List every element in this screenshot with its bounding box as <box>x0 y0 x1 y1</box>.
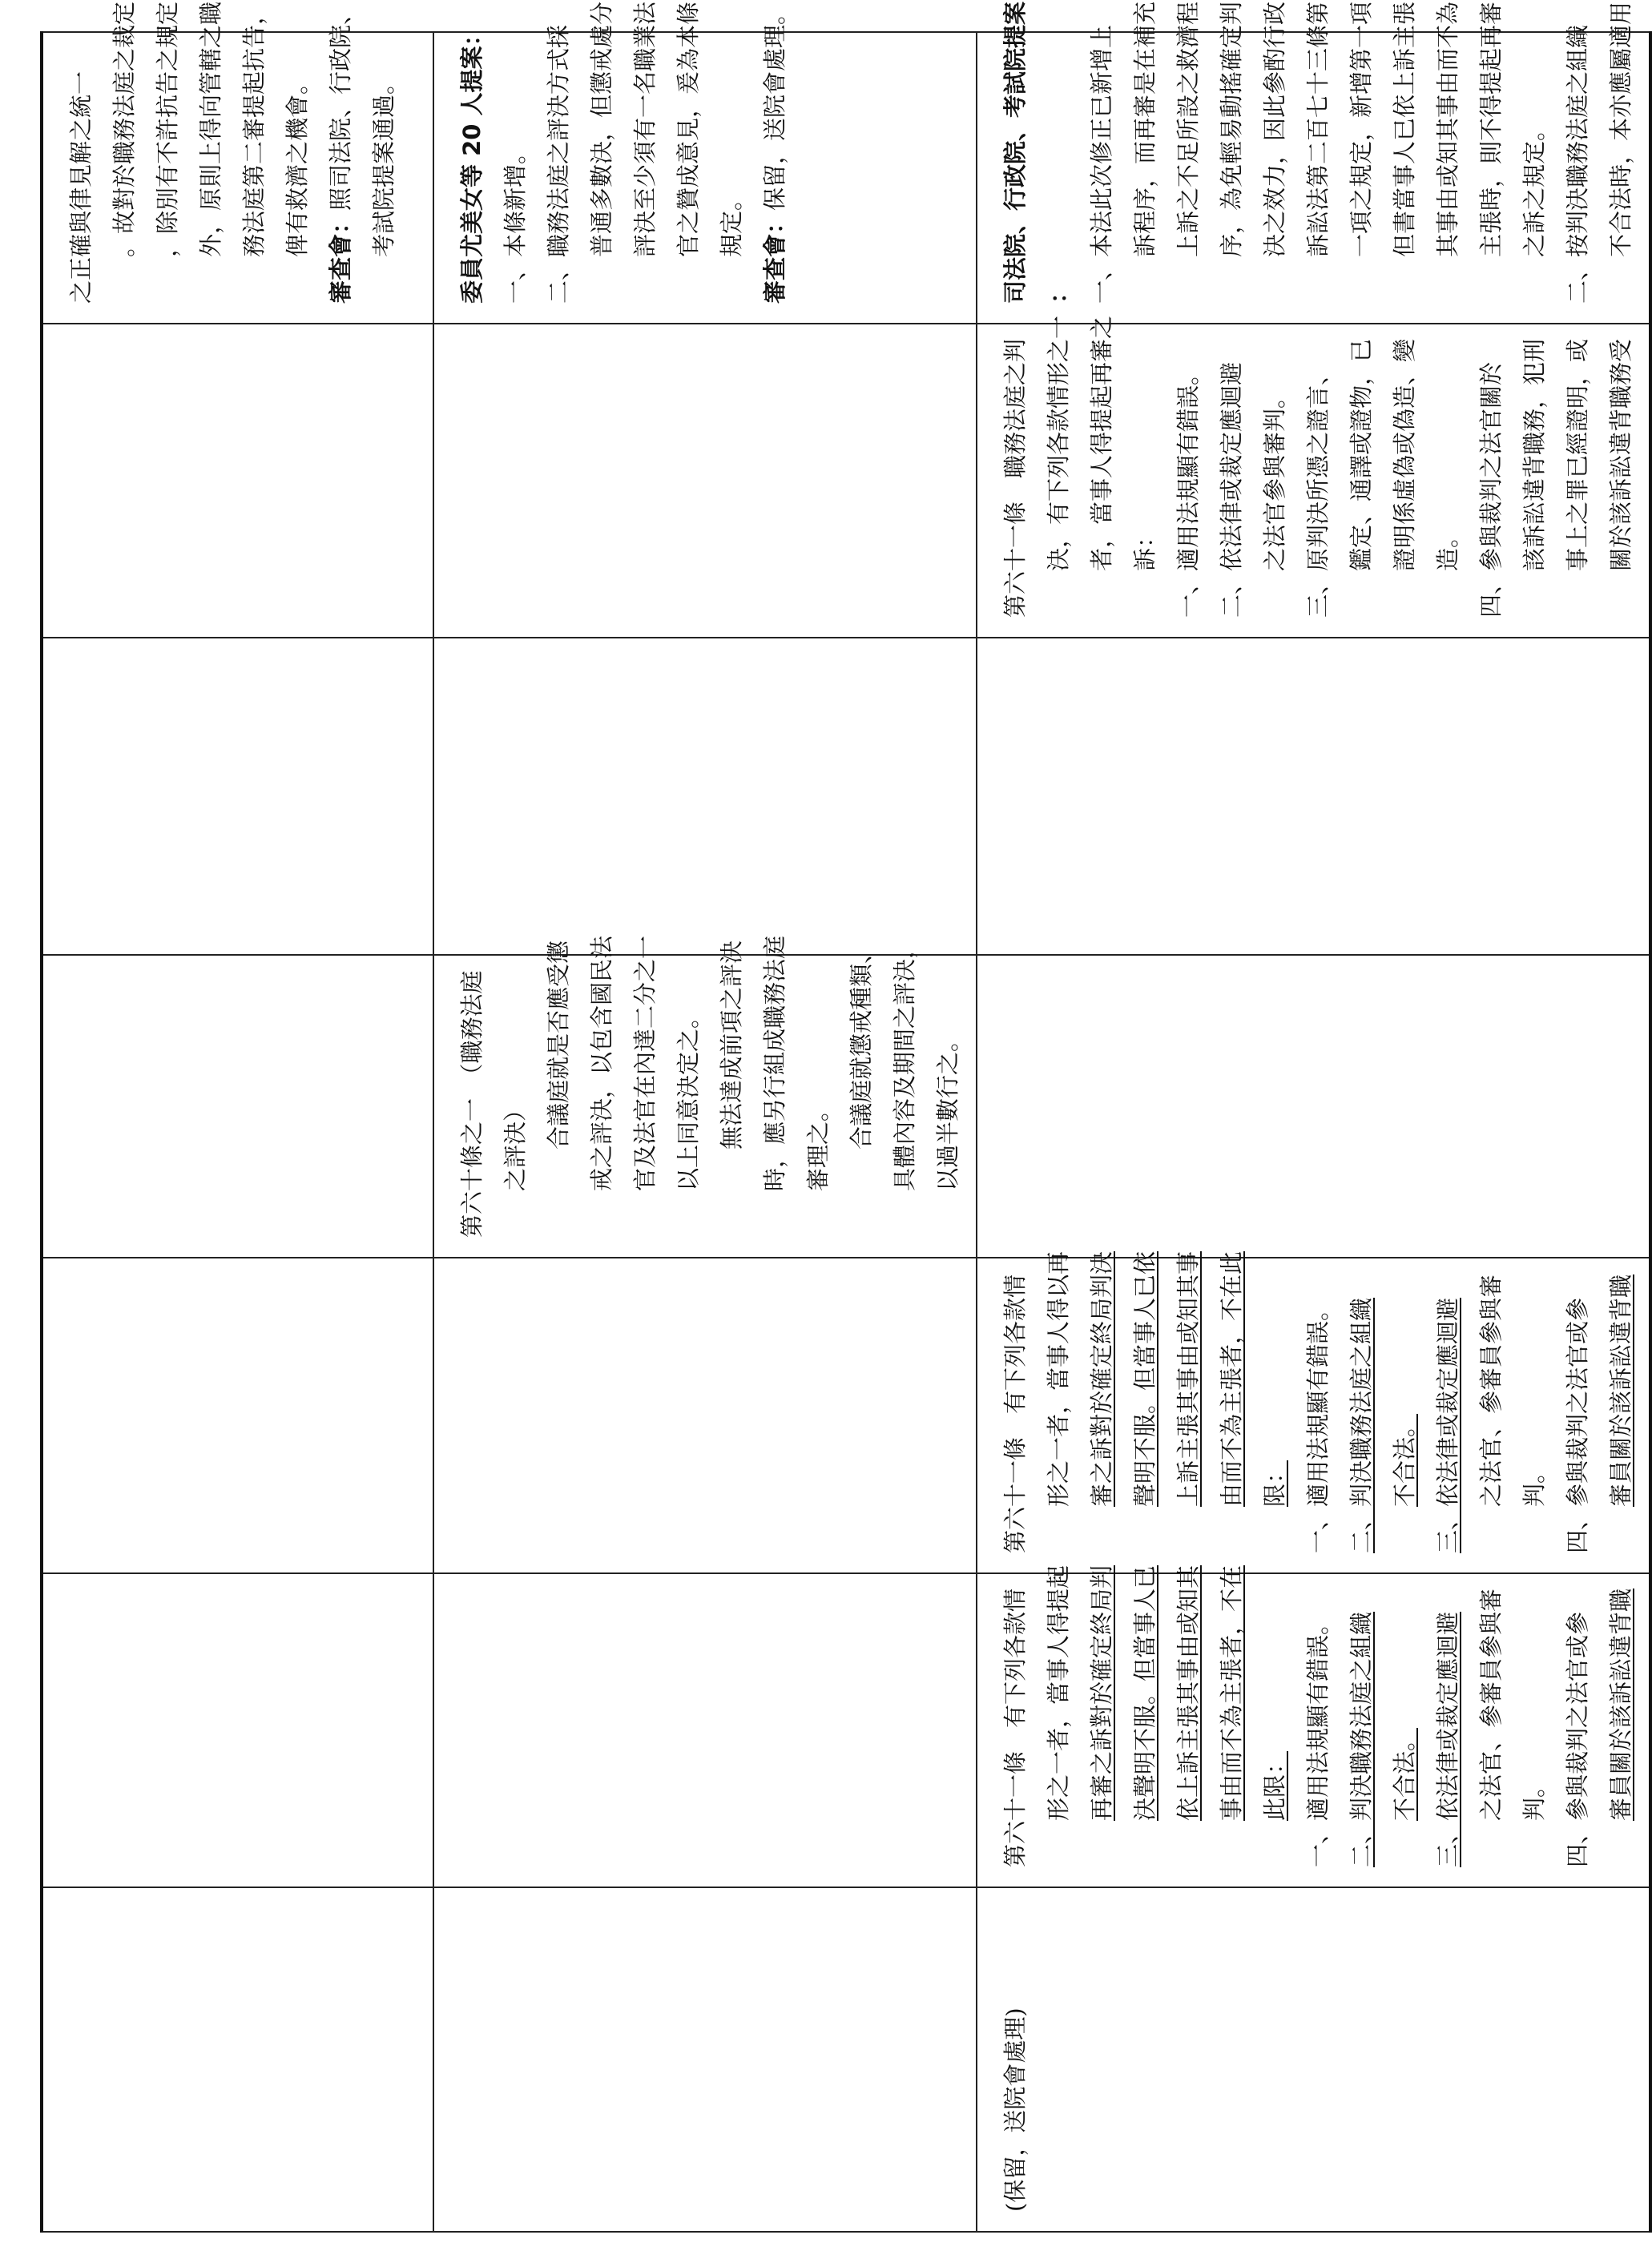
text-line: 序，為免輕易動搖確定判 <box>1218 1 1245 257</box>
text-line: ，除別有不許抗告之規定 <box>154 1 181 257</box>
table-row <box>977 32 1650 2232</box>
text-line: 四、參與裁判之法官或參 <box>1564 1297 1591 1553</box>
text-line: 由而不為主張者，不在此 <box>1218 1250 1245 1507</box>
cell-r1-c6 <box>42 324 433 638</box>
text-line: 第六十一條 職務法庭之判 <box>1001 338 1029 618</box>
cell-r1-c1 <box>42 1887 433 2232</box>
text-line: 第六十一條 有下列各款情 <box>1001 1588 1029 1867</box>
text-line: 一、適用法規顯有錯誤。 <box>1304 1297 1332 1553</box>
text-line: 戒之評決，以包含國民法 <box>588 935 615 1191</box>
cell-r2-c2 <box>433 1573 977 1887</box>
text-line: 一、本法此次修正已新增上 <box>1088 24 1115 304</box>
text-line: 審員關於該訴訟違背職 <box>1607 1274 1634 1507</box>
text-line: 形之一者，當事人得提起 <box>1045 1564 1072 1821</box>
text-span: 一、本條新增。 <box>502 140 529 304</box>
cell-r3-c3-article-61-version-b <box>977 1250 1650 1573</box>
text-line: 三、依法律或裁定應迴避 <box>1434 1297 1461 1553</box>
text-line: 鑑定、通譯或證物，已 <box>1348 338 1375 571</box>
text-line: 訴： <box>1131 524 1158 571</box>
text-line: 者，當事人得提起再審之 <box>1088 315 1115 571</box>
text-line: 考試院提案通過。 <box>370 70 397 257</box>
text-line: 普通多數決，但懲戒處分 <box>588 1 615 257</box>
text-line: 訴訟法第二百七十三條第 <box>1304 1 1332 257</box>
text-line: 四、參與裁判之法官關於 <box>1477 361 1505 618</box>
text-line: 具體內容及期間之評決， <box>891 935 918 1191</box>
text-line: 之法官參與審判。 <box>1261 385 1288 571</box>
cell-r1-c2 <box>42 1573 433 1887</box>
cell-r3-c5 <box>977 638 1650 955</box>
text-line: 三、依法律或裁定應迴避 <box>1434 1611 1461 1867</box>
text-line: 規定。 <box>718 187 745 257</box>
text-line: 官之贊成意見，爰為本條 <box>675 1 702 257</box>
text-line <box>494 50 537 304</box>
cell-r2-c5 <box>433 638 977 955</box>
cell-r1-c7-explanation <box>42 1 433 324</box>
text-line: 依上訴主張其事由或知其 <box>1175 1564 1202 1821</box>
text-line: 關於該訴訟違背職務受 <box>1607 338 1634 571</box>
legislation-comparison-table <box>40 1 1652 2233</box>
text-line: 外，原則上得向管轄之職 <box>197 1 224 257</box>
cell-r2-c3 <box>433 1258 977 1573</box>
text-line: 審理之。 <box>804 1097 832 1191</box>
text-line: 主張時，則不得提起再審 <box>1477 1 1505 257</box>
text-line: (保留，送院會處理) <box>1001 2007 1029 2212</box>
text-line: 之訴之規定。 <box>1521 117 1548 257</box>
review-label: 審查會： <box>761 210 788 304</box>
text-line: 再審之訴對於確定終局判 <box>1088 1564 1115 1821</box>
text-line: 合議庭就是否應受懲 <box>545 940 572 1150</box>
cell-r1-c5 <box>42 638 433 955</box>
cell-r3-c1 <box>977 1887 1650 2232</box>
cell-r1-c3 <box>42 1258 433 1573</box>
text-line: 造。 <box>1434 524 1461 571</box>
text-line: 審之訴對於確定終局判決 <box>1088 1250 1115 1507</box>
cell-r3-c4 <box>977 955 1650 1258</box>
review-label: 審查會： <box>327 210 354 304</box>
text-line: 不合法時，本亦應屬適用 <box>1607 1 1634 257</box>
cell-r3-c7-explanation <box>977 1 1650 324</box>
cell-r2-c7-explanation <box>433 1 977 324</box>
text-line: 三、原判決所憑之證言、 <box>1304 361 1332 618</box>
text-line: 不合法。 <box>1391 1413 1418 1507</box>
text-line: 一、適用法規顯有錯誤。 <box>1175 361 1202 618</box>
text-line: 俾有救濟之機會。 <box>284 70 311 257</box>
text-line: 之法官、參審員參與審 <box>1477 1588 1505 1821</box>
text-line: 該訴訟違背職務，犯刑 <box>1521 338 1548 571</box>
review-note <box>319 1 362 304</box>
text-line: 二、依法律或裁定應迴避 <box>1218 361 1245 618</box>
text-line: 上訴之不足所設之救濟程 <box>1175 1 1202 257</box>
table-row <box>433 32 977 2232</box>
text-line: 訴程序，而再審是在補充 <box>1131 1 1158 257</box>
text-line: 之法官、參審員參與審 <box>1477 1274 1505 1507</box>
text-line: 形之一者，當事人得以再 <box>1045 1250 1072 1507</box>
text-line: 此限： <box>1261 1750 1288 1821</box>
text-line: 合議庭就懲戒種類、 <box>848 940 875 1150</box>
text-line: 之評決） <box>502 1097 529 1191</box>
review-note <box>753 1 796 304</box>
cell-r2-c4-article-60-1 <box>433 935 977 1258</box>
text-line: 決之效力，因此參酌行政 <box>1261 1 1288 257</box>
text-line: 上訴主張其事由或知其事 <box>1175 1250 1202 1507</box>
text-line: 第六十一條 有下列各款情 <box>1001 1274 1029 1553</box>
text-line: 二、判決職務法庭之組織 <box>1348 1611 1375 1867</box>
text-line: 一、適用法規顯有錯誤。 <box>1304 1611 1332 1867</box>
text-line: 不合法。 <box>1391 1727 1418 1821</box>
text-line: 二、判決職務法庭之組織 <box>1348 1297 1375 1553</box>
table-row <box>42 32 433 2232</box>
text-line: 事由而不為主張者，不在 <box>1218 1564 1245 1821</box>
text-line: 之正確與律見解之統一 <box>67 70 95 304</box>
text-line: 無法達成前項之評決 <box>718 940 745 1150</box>
text-line: 一項之規定，新增第一項 <box>1348 1 1375 257</box>
cell-r3-c6-current-article-61 <box>977 315 1650 638</box>
text-line: 判。 <box>1521 1460 1548 1507</box>
text-line: 。故對於職務法庭之裁定 <box>111 1 138 257</box>
cell-r2-c6 <box>433 324 977 638</box>
text-line: 但書當事人已依上訴主張 <box>1391 1 1418 257</box>
cell-r3-c2-article-61-version-a <box>977 1564 1650 1887</box>
text-line: 四、參與裁判之法官或參 <box>1564 1611 1591 1867</box>
text-line: 審員關於該訴訟違背職 <box>1607 1588 1634 1821</box>
text-line: 判。 <box>1521 1774 1548 1821</box>
text-line: 時，應另行組成職務法庭 <box>761 935 788 1191</box>
review-text: 保留，送院會處理。 <box>761 1 788 211</box>
text-line: 第六十條之一 （職務法庭 <box>458 970 486 1238</box>
text-line: 限： <box>1261 1460 1288 1507</box>
text-line: 決，有下列各款情形之一 <box>1045 315 1072 571</box>
text-line: 以上同意決定之。 <box>675 1005 702 1191</box>
review-text: 照司法院、行政院、 <box>327 1 354 211</box>
text-line: 以過半數行之。 <box>934 1028 961 1191</box>
proposer-heading: 委員尤美女等 20 人提案： <box>458 22 486 304</box>
text-line: 決聲明不服。但當事人已 <box>1131 1564 1158 1821</box>
text-line: 證明係虛偽或偽造、變 <box>1391 338 1418 571</box>
text-line: 官及法官在內達二分之一 <box>631 935 659 1191</box>
proposer-heading: 司法院、行政院、考試院提案 <box>1001 1 1029 304</box>
text-line: 其事由或知其事由而不為 <box>1434 1 1461 257</box>
cell-r1-c4 <box>42 955 433 1258</box>
text-line: 聲明不服。但當事人已依 <box>1131 1250 1158 1507</box>
proposer-colon: ： <box>1045 280 1072 304</box>
text-line: 二、按判決職務法庭之組織 <box>1564 24 1591 304</box>
text-line: 事上之罪已經證明，或 <box>1564 338 1591 571</box>
text-line: 務法庭第二審提起抗告， <box>240 1 268 257</box>
cell-r2-c1 <box>433 1887 977 2232</box>
text-line: 二、職務法庭之評決方式採 <box>545 24 572 304</box>
text-line: 評決至少須有一名職業法 <box>631 1 659 257</box>
